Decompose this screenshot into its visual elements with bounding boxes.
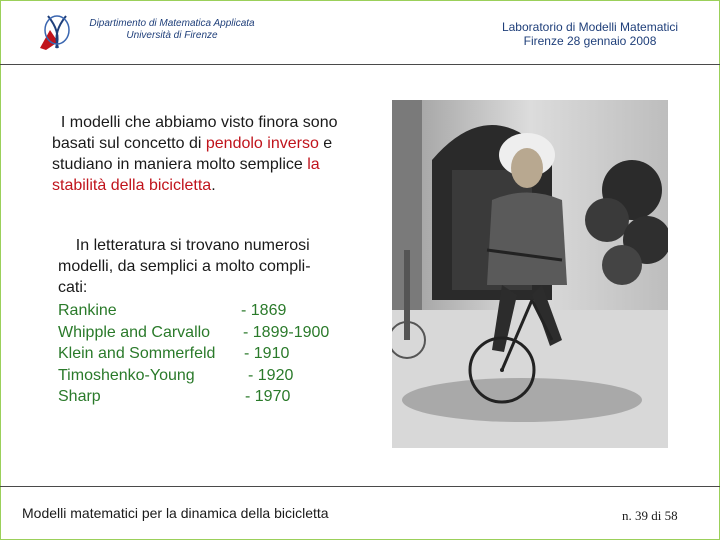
intro-highlight-pendulum: pendolo inverso <box>205 135 319 152</box>
list-item <box>58 322 378 344</box>
department-logo-icon <box>36 12 78 52</box>
intro-paragraph <box>52 112 352 196</box>
model-year: - 1869 <box>241 302 287 319</box>
literature-line-1 <box>58 235 358 256</box>
intro-text-1: I modelli che abbiamo visto finora sono basati sul concetto di <box>52 114 338 152</box>
lab-line-1: Laboratorio di Modelli Matematici <box>501 20 679 34</box>
model-name: Sharp <box>58 388 101 405</box>
lab-line-2: Firenze 28 gennaio 2008 <box>523 34 657 48</box>
literature-line-1-text: In letteratura si trovano numerosi <box>75 237 310 254</box>
model-year: - 1910 <box>244 345 290 362</box>
list-item <box>58 386 378 408</box>
model-year: - 1899-1900 <box>243 323 330 341</box>
intro-text-3: . <box>211 177 216 194</box>
dept-line-2: Università di Firenze <box>126 30 218 41</box>
dept-line-1: Dipartimento di Matematica Applicata <box>89 18 255 29</box>
model-name: Klein and Sommerfeld <box>58 345 216 362</box>
model-name: Whipple and Carvallo <box>58 323 211 341</box>
photo-man-on-bicycle <box>392 100 668 448</box>
model-name: Timoshenko-Young <box>58 366 195 384</box>
literature-paragraph <box>58 235 358 298</box>
list-item <box>58 343 378 365</box>
intro-text-2: e studiano in maniera molto semplice <box>52 135 333 173</box>
header-divider <box>0 64 720 65</box>
intro-highlight-stability: la stabilità della bicicletta <box>52 156 320 194</box>
lab-header <box>480 20 700 48</box>
model-name: Rankine <box>58 302 117 319</box>
page-number: n. 39 di 58 <box>622 508 678 523</box>
model-list <box>58 300 378 408</box>
literature-line-2: modelli, da semplici a molto compli- <box>58 258 311 275</box>
model-year: - 1970 <box>245 388 291 405</box>
footer-divider <box>0 486 720 487</box>
list-item <box>58 300 378 322</box>
literature-line-3: cati: <box>58 279 88 296</box>
list-item <box>58 365 378 387</box>
model-year: - 1920 <box>248 366 294 384</box>
department-name <box>82 18 262 42</box>
footer-title: Modelli matematici per la dinamica della bicicletta <box>22 505 329 521</box>
